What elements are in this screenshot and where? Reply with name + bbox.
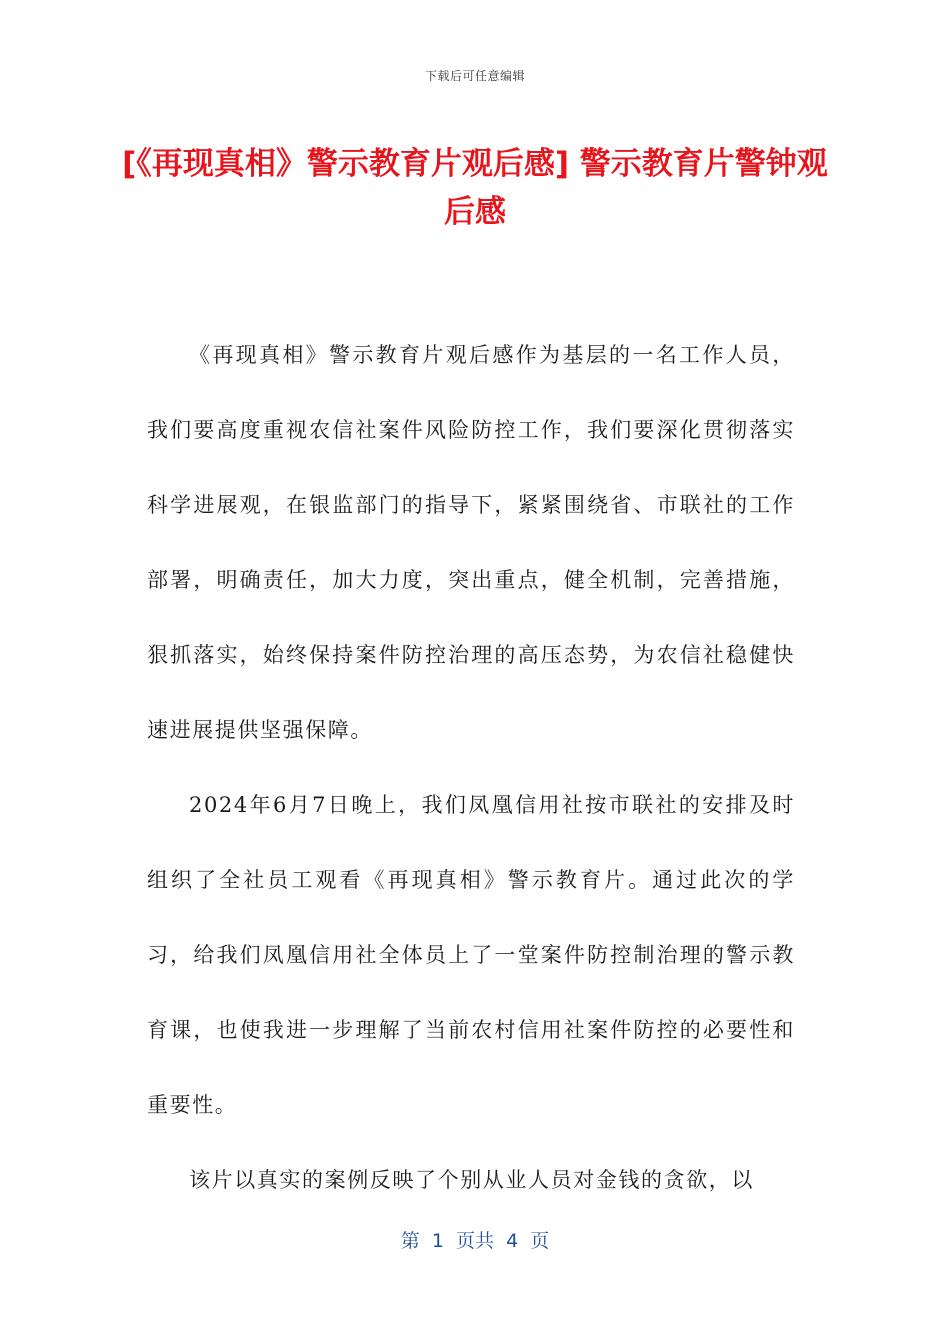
document-body bbox=[147, 318, 795, 1218]
paragraph: 2024年6月7日晚上，我们凤凰信用社按市联社的安排及时组织了全社员工观看《再现真相》警示教育片。通过此次的学习，给我们凤凰信用社全体员上了一堂案件防控制治理的警示教育课，也使我进一步理解了当前农村信用社案件防控的必要性和重要性。 bbox=[147, 793, 795, 1117]
document-title: [《再现真相》警示教育片观后感] 警示教育片警钟观后感 bbox=[122, 146, 828, 230]
paragraph: 该片以真实的案例反映了个别从业人员对金钱的贪欲，以 bbox=[189, 1168, 754, 1192]
paragraph: 《再现真相》警示教育片观后感作为基层的一名工作人员，我们要高度重视农信社案件风险防控工作，我们要深化贯彻落实科学进展观，在银监部门的指导下，紧紧围绕省、市联社的工作部署，明确责任，加大力度，突出重点，健全机制，完善措施，狠抓落实，始终保持案件防控治理的高压态势，为农信社稳健快速进展提供坚强保障。 bbox=[147, 343, 795, 742]
page-number-footer: 第 1 页共 4 页 bbox=[400, 1230, 550, 1252]
header-note: 下载后可任意编辑 bbox=[424, 69, 525, 83]
